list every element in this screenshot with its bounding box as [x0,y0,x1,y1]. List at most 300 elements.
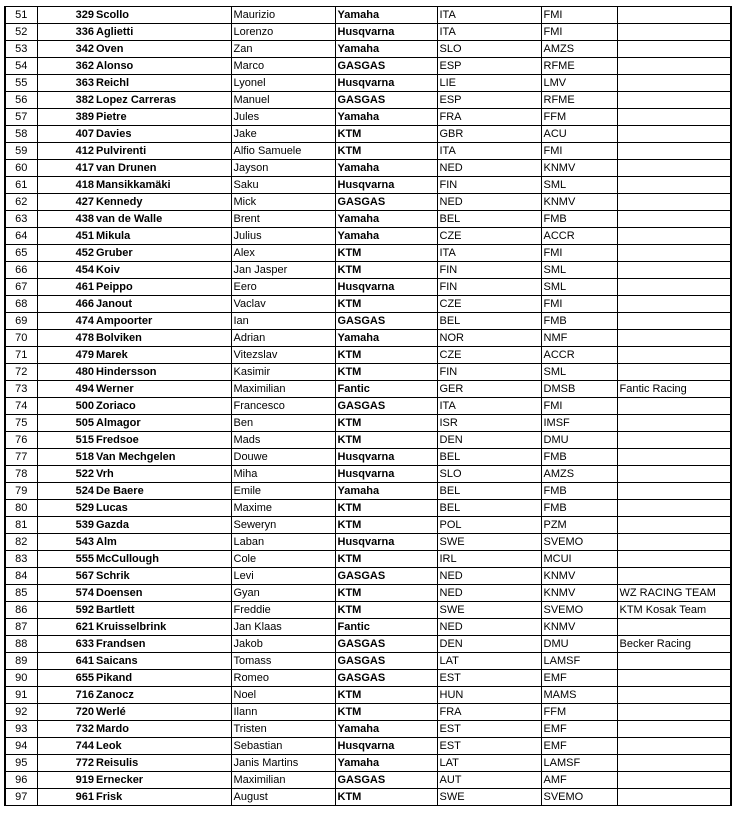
last-name-cell: Schrik [95,568,231,585]
race-number-cell: 529 [37,500,95,517]
team-cell [617,177,731,194]
brand-cell: KTM [335,245,437,262]
brand-cell: Husqvarna [335,534,437,551]
race-number-cell: 389 [37,109,95,126]
team-cell [617,58,731,75]
position-cell: 77 [5,449,37,466]
nation-cell: FIN [437,279,541,296]
federation-cell: SVEMO [541,602,617,619]
race-number-cell: 515 [37,432,95,449]
position-cell: 74 [5,398,37,415]
nation-cell: SWE [437,789,541,806]
nation-cell: DEN [437,636,541,653]
race-number-cell: 567 [37,568,95,585]
team-cell [617,398,731,415]
brand-cell: Yamaha [335,483,437,500]
position-cell: 89 [5,653,37,670]
team-cell [617,466,731,483]
nation-cell: NED [437,568,541,585]
race-number-cell: 480 [37,364,95,381]
brand-cell: GASGAS [335,313,437,330]
table-row [5,347,731,364]
race-number-cell: 407 [37,126,95,143]
position-cell: 60 [5,160,37,177]
nation-cell: SWE [437,534,541,551]
first-name-cell: Emile [231,483,335,500]
table-row [5,279,731,296]
team-cell [617,721,731,738]
federation-cell: RFME [541,92,617,109]
federation-cell: MCUI [541,551,617,568]
last-name-cell: Scollo [95,7,231,24]
race-number-cell: 543 [37,534,95,551]
brand-cell: KTM [335,415,437,432]
federation-cell: AMZS [541,466,617,483]
first-name-cell: Levi [231,568,335,585]
last-name-cell: Ernecker [95,772,231,789]
team-cell [617,432,731,449]
table-row [5,143,731,160]
nation-cell: ESP [437,58,541,75]
federation-cell: FMI [541,398,617,415]
last-name-cell: Hindersson [95,364,231,381]
last-name-cell: Lopez Carreras [95,92,231,109]
last-name-cell: Bartlett [95,602,231,619]
last-name-cell: Fredsoe [95,432,231,449]
brand-cell: KTM [335,126,437,143]
federation-cell: LMV [541,75,617,92]
position-cell: 91 [5,687,37,704]
brand-cell: KTM [335,432,437,449]
brand-cell: KTM [335,296,437,313]
nation-cell: DEN [437,432,541,449]
race-number-cell: 522 [37,466,95,483]
table-row [5,41,731,58]
first-name-cell: Ian [231,313,335,330]
federation-cell: KNMV [541,568,617,585]
position-cell: 64 [5,228,37,245]
race-number-cell: 451 [37,228,95,245]
brand-cell: KTM [335,551,437,568]
last-name-cell: Reichl [95,75,231,92]
federation-cell: ACCR [541,228,617,245]
first-name-cell: Alfio Samuele [231,143,335,160]
first-name-cell: Alex [231,245,335,262]
last-name-cell: Mikula [95,228,231,245]
position-cell: 82 [5,534,37,551]
federation-cell: FMB [541,449,617,466]
first-name-cell: Vaclav [231,296,335,313]
last-name-cell: Aglietti [95,24,231,41]
team-cell [617,483,731,500]
first-name-cell: Kasimir [231,364,335,381]
race-number-cell: 716 [37,687,95,704]
federation-cell: DMU [541,636,617,653]
race-number-cell: 655 [37,670,95,687]
federation-cell: FMB [541,483,617,500]
position-cell: 51 [5,7,37,24]
federation-cell: AMZS [541,41,617,58]
first-name-cell: Brent [231,211,335,228]
last-name-cell: Janout [95,296,231,313]
position-cell: 54 [5,58,37,75]
team-cell [617,92,731,109]
team-cell [617,126,731,143]
position-cell: 83 [5,551,37,568]
federation-cell: SML [541,364,617,381]
brand-cell: Husqvarna [335,738,437,755]
last-name-cell: Mansikkamäki [95,177,231,194]
table-row [5,364,731,381]
team-cell [617,228,731,245]
race-number-cell: 474 [37,313,95,330]
table-row [5,738,731,755]
position-cell: 95 [5,755,37,772]
table-row [5,245,731,262]
brand-cell: GASGAS [335,636,437,653]
position-cell: 69 [5,313,37,330]
nation-cell: LAT [437,653,541,670]
last-name-cell: Reisulis [95,755,231,772]
last-name-cell: Alonso [95,58,231,75]
position-cell: 68 [5,296,37,313]
team-cell [617,415,731,432]
race-number-cell: 454 [37,262,95,279]
position-cell: 56 [5,92,37,109]
race-number-cell: 961 [37,789,95,806]
nation-cell: HUN [437,687,541,704]
first-name-cell: Mick [231,194,335,211]
team-cell [617,551,731,568]
nation-cell: SWE [437,602,541,619]
first-name-cell: Seweryn [231,517,335,534]
last-name-cell: Leok [95,738,231,755]
federation-cell: FFM [541,109,617,126]
position-cell: 80 [5,500,37,517]
federation-cell: KNMV [541,585,617,602]
table-row [5,568,731,585]
table-row [5,398,731,415]
race-number-cell: 417 [37,160,95,177]
nation-cell: FRA [437,109,541,126]
brand-cell: KTM [335,262,437,279]
last-name-cell: Ampoorter [95,313,231,330]
position-cell: 72 [5,364,37,381]
federation-cell: FMI [541,24,617,41]
federation-cell: SVEMO [541,789,617,806]
table-row [5,687,731,704]
last-name-cell: Bolviken [95,330,231,347]
first-name-cell: Douwe [231,449,335,466]
nation-cell: FIN [437,262,541,279]
brand-cell: Yamaha [335,41,437,58]
position-cell: 92 [5,704,37,721]
race-number-cell: 494 [37,381,95,398]
table-row [5,517,731,534]
first-name-cell: Jules [231,109,335,126]
last-name-cell: Saicans [95,653,231,670]
race-number-cell: 744 [37,738,95,755]
first-name-cell: Maximilian [231,772,335,789]
position-cell: 73 [5,381,37,398]
team-cell [617,449,731,466]
first-name-cell: Marco [231,58,335,75]
nation-cell: BEL [437,483,541,500]
first-name-cell: Mads [231,432,335,449]
position-cell: 66 [5,262,37,279]
race-number-cell: 919 [37,772,95,789]
last-name-cell: van de Walle [95,211,231,228]
brand-cell: GASGAS [335,92,437,109]
nation-cell: BEL [437,449,541,466]
last-name-cell: Pikand [95,670,231,687]
first-name-cell: Ilann [231,704,335,721]
table-row [5,177,731,194]
position-cell: 71 [5,347,37,364]
race-number-cell: 621 [37,619,95,636]
first-name-cell: Eero [231,279,335,296]
brand-cell: KTM [335,789,437,806]
table-row [5,381,731,398]
nation-cell: FIN [437,177,541,194]
team-cell [617,755,731,772]
nation-cell: AUT [437,772,541,789]
position-cell: 87 [5,619,37,636]
first-name-cell: Noel [231,687,335,704]
team-cell [617,279,731,296]
federation-cell: FMI [541,245,617,262]
federation-cell: NMF [541,330,617,347]
last-name-cell: Almagor [95,415,231,432]
table-row [5,534,731,551]
race-number-cell: 524 [37,483,95,500]
nation-cell: EST [437,670,541,687]
federation-cell: DMSB [541,381,617,398]
last-name-cell: Alm [95,534,231,551]
team-cell [617,160,731,177]
nation-cell: ITA [437,398,541,415]
position-cell: 85 [5,585,37,602]
federation-cell: KNMV [541,160,617,177]
brand-cell: GASGAS [335,58,437,75]
team-cell [617,313,731,330]
brand-cell: KTM [335,517,437,534]
nation-cell: CZE [437,347,541,364]
team-cell: KTM Kosak Team [617,602,731,619]
brand-cell: KTM [335,704,437,721]
federation-cell: EMF [541,670,617,687]
nation-cell: NED [437,585,541,602]
federation-cell: EMF [541,721,617,738]
table-row [5,330,731,347]
first-name-cell: August [231,789,335,806]
nation-cell: BEL [437,313,541,330]
last-name-cell: Oven [95,41,231,58]
federation-cell: FMB [541,500,617,517]
first-name-cell: Jake [231,126,335,143]
federation-cell: ACCR [541,347,617,364]
federation-cell: IMSF [541,415,617,432]
first-name-cell: Francesco [231,398,335,415]
first-name-cell: Jayson [231,160,335,177]
table-row [5,415,731,432]
federation-cell: SML [541,177,617,194]
table-row [5,704,731,721]
nation-cell: NED [437,619,541,636]
last-name-cell: Frisk [95,789,231,806]
team-cell [617,500,731,517]
first-name-cell: Lyonel [231,75,335,92]
brand-cell: Yamaha [335,7,437,24]
federation-cell: FMB [541,211,617,228]
last-name-cell: Gazda [95,517,231,534]
table-row [5,619,731,636]
brand-cell: GASGAS [335,653,437,670]
table-row [5,228,731,245]
first-name-cell: Saku [231,177,335,194]
team-cell: Becker Racing [617,636,731,653]
race-number-cell: 466 [37,296,95,313]
team-cell [617,194,731,211]
last-name-cell: Peippo [95,279,231,296]
race-number-cell: 500 [37,398,95,415]
federation-cell: MAMS [541,687,617,704]
team-cell [617,670,731,687]
last-name-cell: De Baere [95,483,231,500]
table-row [5,160,731,177]
first-name-cell: Jan Jasper [231,262,335,279]
first-name-cell: Sebastian [231,738,335,755]
brand-cell: Fantic [335,619,437,636]
last-name-cell: Gruber [95,245,231,262]
federation-cell: DMU [541,432,617,449]
brand-cell: KTM [335,143,437,160]
brand-cell: Yamaha [335,211,437,228]
nation-cell: SLO [437,466,541,483]
last-name-cell: Frandsen [95,636,231,653]
race-number-cell: 412 [37,143,95,160]
brand-cell: Husqvarna [335,177,437,194]
position-cell: 75 [5,415,37,432]
last-name-cell: Vrh [95,466,231,483]
brand-cell: Fantic [335,381,437,398]
race-number-cell: 382 [37,92,95,109]
team-cell: Fantic Racing [617,381,731,398]
last-name-cell: Davies [95,126,231,143]
nation-cell: CZE [437,296,541,313]
table-row [5,75,731,92]
race-number-cell: 641 [37,653,95,670]
last-name-cell: Kruisselbrink [95,619,231,636]
first-name-cell: Maurizio [231,7,335,24]
team-cell [617,789,731,806]
brand-cell: Yamaha [335,721,437,738]
table-row [5,755,731,772]
race-number-cell: 592 [37,602,95,619]
table-row [5,602,731,619]
federation-cell: LAMSF [541,653,617,670]
federation-cell: KNMV [541,194,617,211]
nation-cell: SLO [437,41,541,58]
team-cell [617,330,731,347]
table-row [5,92,731,109]
position-cell: 84 [5,568,37,585]
table-row [5,449,731,466]
last-name-cell: Mardo [95,721,231,738]
table-row [5,721,731,738]
race-number-cell: 438 [37,211,95,228]
team-cell [617,619,731,636]
entry-list-body [5,7,731,806]
position-cell: 65 [5,245,37,262]
brand-cell: KTM [335,687,437,704]
first-name-cell: Cole [231,551,335,568]
federation-cell: FMI [541,7,617,24]
position-cell: 79 [5,483,37,500]
first-name-cell: Romeo [231,670,335,687]
position-cell: 94 [5,738,37,755]
nation-cell: EST [437,721,541,738]
first-name-cell: Vitezslav [231,347,335,364]
federation-cell: FMB [541,313,617,330]
position-cell: 52 [5,24,37,41]
race-number-cell: 479 [37,347,95,364]
table-row [5,483,731,500]
position-cell: 70 [5,330,37,347]
team-cell [617,534,731,551]
table-row [5,789,731,806]
race-number-cell: 362 [37,58,95,75]
federation-cell: ACU [541,126,617,143]
team-cell [617,143,731,160]
race-number-cell: 518 [37,449,95,466]
first-name-cell: Miha [231,466,335,483]
last-name-cell: Zanocz [95,687,231,704]
brand-cell: Husqvarna [335,75,437,92]
nation-cell: ITA [437,24,541,41]
table-row [5,58,731,75]
brand-cell: Yamaha [335,228,437,245]
first-name-cell: Maxime [231,500,335,517]
first-name-cell: Jakob [231,636,335,653]
brand-cell: KTM [335,602,437,619]
brand-cell: GASGAS [335,670,437,687]
federation-cell: LAMSF [541,755,617,772]
first-name-cell: Julius [231,228,335,245]
table-row [5,126,731,143]
federation-cell: EMF [541,738,617,755]
nation-cell: NED [437,160,541,177]
brand-cell: Yamaha [335,330,437,347]
last-name-cell: Doensen [95,585,231,602]
race-number-cell: 329 [37,7,95,24]
team-cell [617,347,731,364]
nation-cell: EST [437,738,541,755]
last-name-cell: Lucas [95,500,231,517]
position-cell: 62 [5,194,37,211]
race-number-cell: 452 [37,245,95,262]
first-name-cell: Lorenzo [231,24,335,41]
race-number-cell: 461 [37,279,95,296]
table-row [5,24,731,41]
position-cell: 59 [5,143,37,160]
nation-cell: FRA [437,704,541,721]
federation-cell: SML [541,279,617,296]
position-cell: 67 [5,279,37,296]
first-name-cell: Janis Martins [231,755,335,772]
brand-cell: KTM [335,500,437,517]
position-cell: 86 [5,602,37,619]
